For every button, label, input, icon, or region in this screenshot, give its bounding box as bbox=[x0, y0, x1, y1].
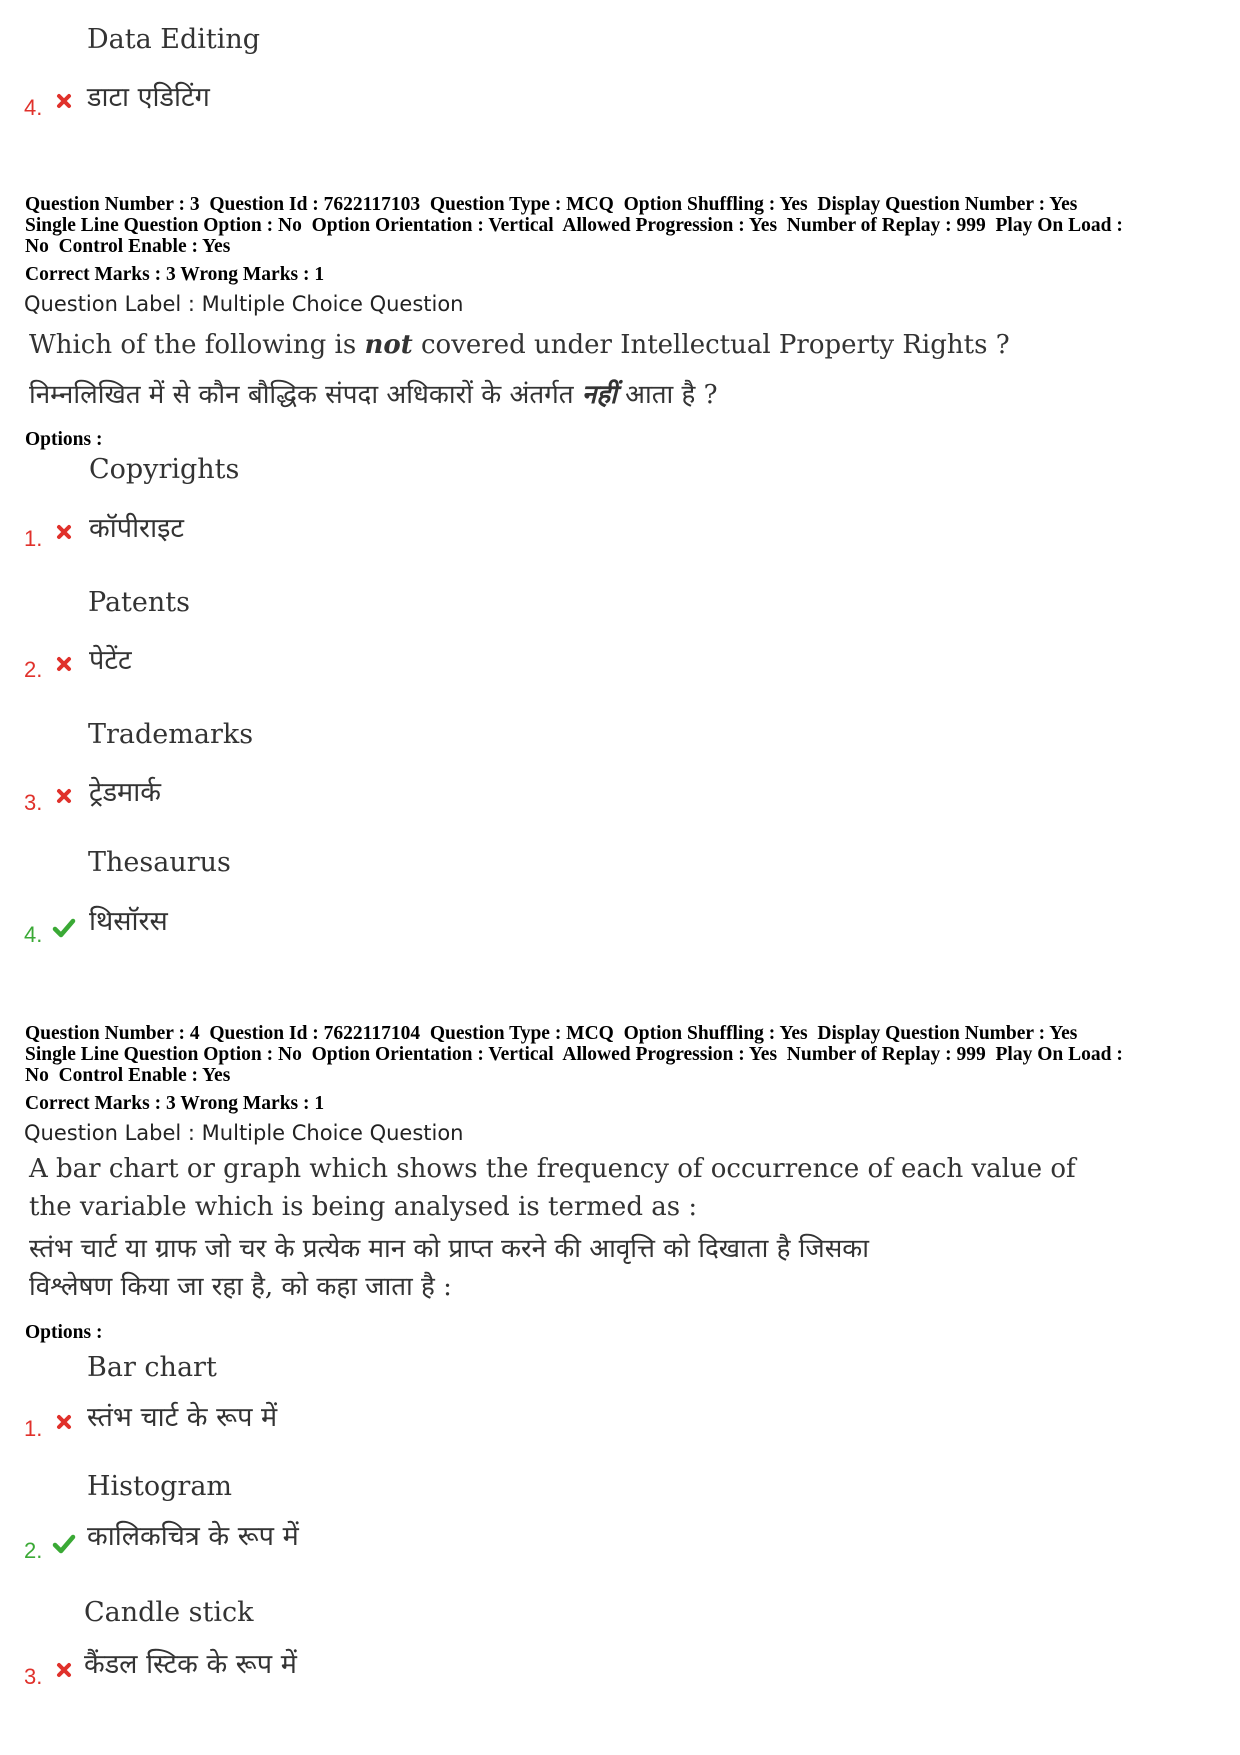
options-label: Options : bbox=[25, 1322, 103, 1343]
option-number: 1. bbox=[24, 1416, 43, 1441]
option-number: 2. bbox=[24, 1538, 43, 1563]
question-text-en-line-2: the variable which is being analysed is termed as : bbox=[29, 1192, 698, 1222]
option-text-hi: थिसॉरस bbox=[89, 906, 168, 937]
question-text-hi-line-2: विश्लेषण किया जा रहा है, को कहा जाता है : bbox=[29, 1272, 452, 1302]
option-text-en: Candle stick bbox=[84, 1597, 254, 1628]
cross-icon bbox=[55, 787, 73, 805]
question-text-en-line-1: A bar chart or graph which shows the frequency of occurrence of each value of bbox=[29, 1154, 1076, 1184]
question-marks: Correct Marks : 3 Wrong Marks : 1 bbox=[25, 264, 325, 285]
option-text-hi: कॉपीराइट bbox=[89, 513, 184, 544]
option-text-en: Trademarks bbox=[88, 719, 254, 750]
question-text-en: Which of the following is not covered under Intellectual Property Rights ? bbox=[29, 330, 1010, 360]
option-number: 4. bbox=[24, 922, 43, 947]
option-text-en: Bar chart bbox=[87, 1352, 217, 1383]
option-text-hi: पेटेंट bbox=[89, 645, 132, 676]
option-number: 3. bbox=[24, 790, 43, 815]
question-label: Question Label : Multiple Choice Question bbox=[24, 1121, 464, 1145]
option-text-en: Patents bbox=[88, 587, 190, 618]
question-text-hi: निम्नलिखित में से कौन बौद्धिक संपदा अधिकारों के अंतर्गत नहीं आता है ? bbox=[29, 380, 718, 410]
question-meta: Question Number : 3 Question Id : 7622117103 Question Type : MCQ Option Shuffling : Yes Display Question Number : Yes Single Line Question Option : No Option Orientation : Vertical Allowed Progression : Yes Number of Replay : 999 Play On Load : No Control Enable : Yes bbox=[25, 194, 1123, 257]
option-text-en: Data Editing bbox=[87, 24, 261, 55]
check-icon bbox=[52, 917, 76, 939]
option-text-en: Copyrights bbox=[89, 454, 240, 485]
cross-icon bbox=[55, 1413, 73, 1431]
option-text-hi: ट्रेडमार्क bbox=[89, 777, 161, 808]
option-number: 1. bbox=[24, 526, 43, 551]
option-text-en: Histogram bbox=[87, 1471, 233, 1502]
check-icon bbox=[52, 1533, 76, 1555]
emphasis-nahin: नहीं bbox=[581, 380, 617, 410]
cross-icon bbox=[55, 655, 73, 673]
option-number: 3. bbox=[24, 1664, 43, 1689]
option-text-hi: कैंडल स्टिक के रूप में bbox=[84, 1649, 297, 1680]
option-text-hi: कालिकचित्र के रूप में bbox=[87, 1521, 299, 1552]
option-text-hi: स्तंभ चार्ट के रूप में bbox=[87, 1402, 278, 1433]
option-number: 4. bbox=[24, 95, 43, 120]
question-text-hi-line-1: स्तंभ चार्ट या ग्राफ जो चर के प्रत्येक मान को प्राप्त करने की आवृत्ति को दिखाता है जिसका bbox=[29, 1234, 869, 1264]
option-text-hi: डाटा एडिटिंग bbox=[87, 82, 210, 113]
question-meta: Question Number : 4 Question Id : 7622117104 Question Type : MCQ Option Shuffling : Yes Display Question Number : Yes Single Line Question Option : No Option Orientation : Vertical Allowed Progression : Yes Number of Replay : 999 Play On Load : No Control Enable : Yes bbox=[25, 1023, 1123, 1086]
option-text-en: Thesaurus bbox=[88, 847, 231, 878]
cross-icon bbox=[55, 1661, 73, 1679]
cross-icon bbox=[55, 92, 73, 110]
options-label: Options : bbox=[25, 429, 103, 450]
question-label: Question Label : Multiple Choice Question bbox=[24, 292, 464, 316]
question-marks: Correct Marks : 3 Wrong Marks : 1 bbox=[25, 1093, 325, 1114]
cross-icon bbox=[55, 523, 73, 541]
emphasis-not: not bbox=[364, 330, 413, 360]
option-number: 2. bbox=[24, 657, 43, 682]
